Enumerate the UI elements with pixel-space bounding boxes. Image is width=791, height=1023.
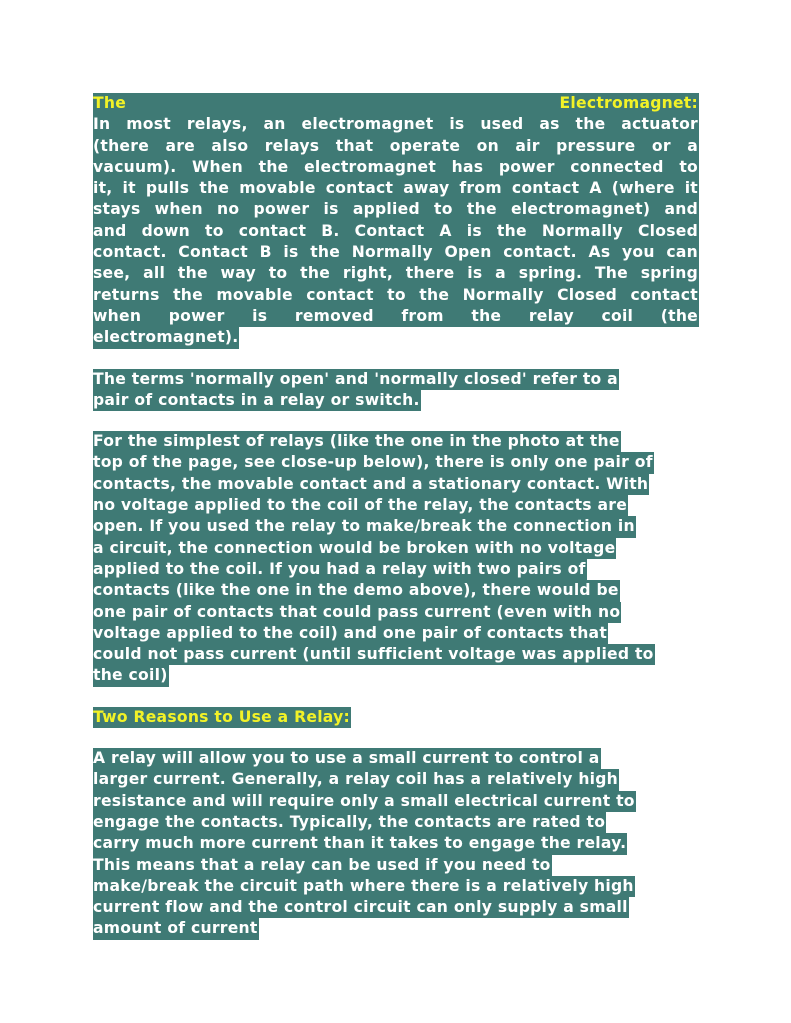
paragraph-electromagnet <box>93 93 699 349</box>
heading-word-the: The <box>93 94 127 112</box>
text-line: engage the contacts. Typically, the contacts are rated to <box>93 812 699 833</box>
text-line: returns the movable contact to the Normally Closed contact <box>93 285 699 306</box>
text-line: one pair of contacts that could pass current (even with no <box>93 602 699 623</box>
text-line: and down to contact B. Contact A is the Normally Closed <box>93 221 699 242</box>
text-line: amount of current <box>93 918 699 939</box>
heading-electromagnet <box>93 93 699 114</box>
text-line: A relay will allow you to use a small current to control a <box>93 748 699 769</box>
text-line: top of the page, see close-up below), there is only one pair of <box>93 452 699 473</box>
text-line: vacuum). When the electromagnet has power connected to <box>93 157 699 178</box>
text-line: could not pass current (until sufficient voltage was applied to <box>93 644 699 665</box>
text-line: larger current. Generally, a relay coil has a relatively high <box>93 769 699 790</box>
text-line: contacts (like the one in the demo above), there would be <box>93 580 699 601</box>
paragraph-normally-open-closed <box>93 369 699 412</box>
text-line: carry much more current than it takes to engage the relay. <box>93 833 699 854</box>
text-line: electromagnet). <box>93 327 699 348</box>
text-line: In most relays, an electromagnet is used as the actuator <box>93 114 699 135</box>
text-line: (there are also relays that operate on air pressure or a <box>93 136 699 157</box>
text-line: see, all the way to the right, there is a spring. The spring <box>93 263 699 284</box>
text-line: contacts, the movable contact and a stationary contact. With <box>93 474 699 495</box>
paragraph-two-reasons-heading <box>93 707 699 728</box>
text-line: stays when no power is applied to the electromagnet) and <box>93 199 699 220</box>
text-line: resistance and will require only a small electrical current to <box>93 791 699 812</box>
text-line: This means that a relay can be used if you need to <box>93 855 699 876</box>
text-line: it, it pulls the movable contact away from contact A (where it <box>93 178 699 199</box>
paragraph-simplest-relays <box>93 431 699 687</box>
document-page <box>93 93 699 960</box>
text-line: open. If you used the relay to make/break the connection in <box>93 516 699 537</box>
text-line: when power is removed from the relay coil (the <box>93 306 699 327</box>
text-line: current flow and the control circuit can only supply a small <box>93 897 699 918</box>
paragraph-small-current <box>93 748 699 940</box>
text-line: applied to the coil. If you had a relay with two pairs of <box>93 559 699 580</box>
text-line: make/break the circuit path where there is a relatively high <box>93 876 699 897</box>
heading-word-electromagnet: Electromagnet: <box>559 94 698 112</box>
text-line: The terms 'normally open' and 'normally closed' refer to a <box>93 369 699 390</box>
text-line: a circuit, the connection would be broken with no voltage <box>93 538 699 559</box>
heading-two-reasons: Two Reasons to Use a Relay: <box>93 707 699 728</box>
text-line: no voltage applied to the coil of the relay, the contacts are <box>93 495 699 516</box>
text-line: For the simplest of relays (like the one in the photo at the <box>93 431 699 452</box>
text-line: voltage applied to the coil) and one pair of contacts that <box>93 623 699 644</box>
text-line: pair of contacts in a relay or switch. <box>93 390 699 411</box>
text-line: contact. Contact B is the Normally Open contact. As you can <box>93 242 699 263</box>
text-line: the coil) <box>93 665 699 686</box>
